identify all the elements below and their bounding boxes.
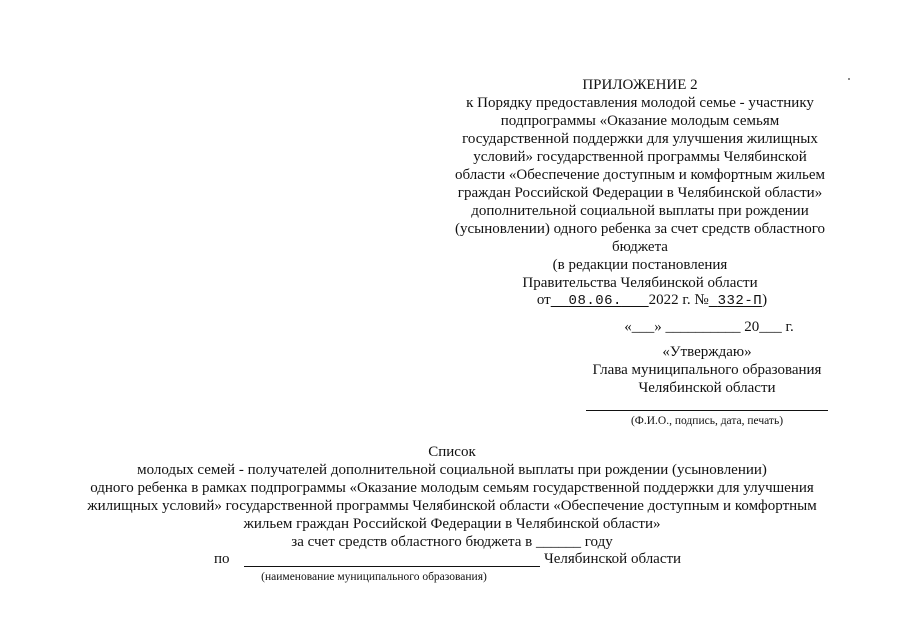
region-label: Челябинской области (544, 551, 682, 567)
edition-note-line: (в редакции постановления (552, 257, 728, 273)
list-text-line: одного ребенка в рамках подпрограммы «Оказание молодым семьям государственной поддержки для улучшения (90, 480, 814, 496)
list-text-line: жильем граждан Российской Федерации в Челябинской области» (243, 516, 661, 532)
year-text: 2022 г. № (648, 292, 709, 308)
municipality-blank-line (244, 566, 540, 567)
appendix-text-line: бюджета (612, 239, 668, 255)
approval-line: Челябинской области (638, 380, 776, 396)
date-line: «___» __________ 20___ г. (624, 319, 794, 335)
edition-note-line: Правительства Челябинской области (522, 275, 758, 291)
appendix-text-line: подпрограммы «Оказание молодым семьям (500, 113, 780, 129)
appendix-text-line: государственной поддержки для улучшения жилищных (462, 131, 818, 147)
list-text-line: за счет средств областного бюджета в ______ году (291, 534, 613, 550)
appendix-text-line: (усыновлении) одного ребенка за счет средств областного (454, 221, 826, 237)
from-label: от (536, 292, 551, 308)
list-title: Список (428, 444, 476, 460)
appendix-text-line: области «Обеспечение доступным и комфортным жильем (454, 167, 826, 183)
list-text-line: жилищных условий» государственной программы Челябинской области «Обеспечение доступным и комфортным (87, 498, 817, 514)
edition-date-line (537, 291, 767, 310)
appendix-text-line: к Порядку предоставления молодой семье - участнику (466, 95, 814, 111)
municipality-caption: (наименование муниципального образования) (261, 571, 487, 583)
signature-caption: (Ф.И.О., подпись, дата, печать) (630, 415, 784, 427)
approval-title: «Утверждаю» (662, 344, 752, 360)
by-label: по (214, 551, 230, 567)
approval-line: Глава муниципального образования (592, 362, 822, 378)
appendix-text-line: условий» государственной программы Челябинской (473, 149, 807, 165)
date-handwritten: 08.06. (568, 293, 622, 309)
list-text-line: молодых семей - получателей дополнительной социальной выплаты при рождении (усыновлении) (137, 462, 767, 478)
appendix-title: ПРИЛОЖЕНИЕ 2 (582, 77, 698, 93)
appendix-text-line: граждан Российской Федерации в Челябинской области» (457, 185, 823, 201)
number-handwritten: 332-П (717, 293, 763, 309)
scan-speck (848, 78, 850, 80)
appendix-text-line: дополнительной социальной выплаты при рождении (471, 203, 809, 219)
close-paren: ) (762, 292, 768, 308)
signature-line (586, 410, 828, 411)
